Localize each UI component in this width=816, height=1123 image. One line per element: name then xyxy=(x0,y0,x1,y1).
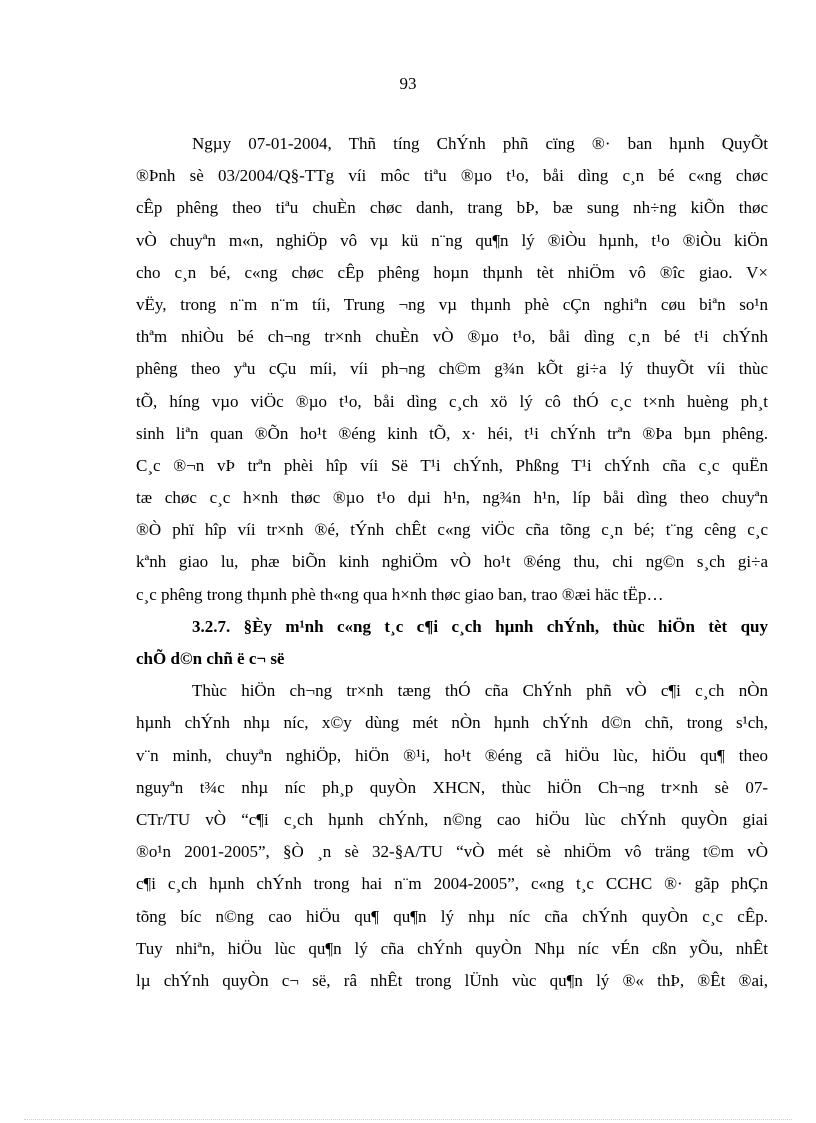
section-heading-line: 3.2.7. §Èy m¹nh c«ng t¸c c¶i c¸ch hµnh chÝnh, thùc hiÖn tèt quy xyxy=(192,616,768,636)
body-text xyxy=(136,128,768,997)
text-line: lµ chÝnh quyÒn c¬ së, râ nhÊt trong lÜnh vùc qu¶n lý ®« thÞ, ®Êt ®ai, xyxy=(136,970,768,990)
paragraph-2 xyxy=(136,675,768,997)
text-line: Ngµy 07-01-2004, Thñ tíng ChÝnh phñ cïng ®· ban hµnh QuyÕt xyxy=(192,134,768,153)
text-line: nguyªn t¾c nhµ níc ph¸p quyÒn XHCN, thùc hiÖn Ch¬ng tr×nh sè 07- xyxy=(136,777,768,797)
text-line: cho c¸n bé, c«ng chøc cÊp phêng hoµn thµnh tèt nhiÖm vô ®îc giao. V× xyxy=(136,262,768,282)
text-line: v¨n minh, chuyªn nghiÖp, hiÖn ®¹i, ho¹t ®éng cã hiÖu lùc, hiÖu qu¶ theo xyxy=(136,745,768,765)
text-line: ®Ò phï hîp víi tr×nh ®é, tÝnh chÊt c«ng viÖc cña tõng c¸n bé; t¨ng cêng c¸c xyxy=(136,520,768,540)
section-heading xyxy=(136,611,768,675)
text-line: c¸c phêng trong thµnh phè th«ng qua h×nh thøc giao ban, trao ®æi häc tËp… xyxy=(136,584,664,604)
text-line: phêng theo yªu cÇu míi, víi ph¬ng ch©m g¾n kÕt gi÷a lý thuyÕt víi thùc xyxy=(136,359,768,379)
text-line: ®o¹n 2001-2005”, §Ò ¸n sè 32-§A/TU “vÒ mét sè nhiÖm vô träng t©m vÒ xyxy=(136,842,768,862)
text-line: cÊp phêng theo tiªu chuÈn chøc danh, trang bÞ, bæ sung nh÷ng kiÕn thøc xyxy=(136,198,768,218)
text-line: tæ chøc c¸c h×nh thøc ®µo t¹o dµi h¹n, ng¾n h¹n, líp båi dìng theo chuyªn xyxy=(136,488,768,508)
text-line: vËy, trong n¨m n¨m tíi, Trung ¬ng vµ thµnh phè cÇn nghiªn cøu biªn so¹n xyxy=(136,294,768,314)
text-line: thªm nhiÒu bé ch¬ng tr×nh chuÈn vÒ ®µo t¹o, båi dìng c¸n bé t¹i chÝnh xyxy=(136,327,768,347)
text-line: Thùc hiÖn ch¬ng tr×nh tæng thÓ cña ChÝnh phñ vÒ c¶i c¸ch nÒn xyxy=(192,681,768,701)
text-line: CTr/TU vÒ “c¶i c¸ch hµnh chÝnh, n©ng cao hiÖu lùc chÝnh quyÒn giai xyxy=(136,809,768,829)
text-line: sinh liªn quan ®Õn ho¹t ®éng kinh tÕ, x· héi, t¹i chÝnh trªn ®Þa bµn phêng. xyxy=(136,423,768,443)
text-line: kªnh giao lu, phæ biÕn kinh nghiÖm vÒ ho¹t ®éng thu, chi ng©n s¸ch gi÷a xyxy=(136,552,768,572)
text-line: hµnh chÝnh nhµ níc, x©y dùng mét nÒn hµnh chÝnh d©n chñ, trong s¹ch, xyxy=(136,713,768,733)
text-line: c¶i c¸ch hµnh chÝnh trong hai n¨m 2004-2005”, c«ng t¸c CCHC ®· gãp phÇn xyxy=(136,874,768,894)
text-line: Tuy nhiªn, hiÖu lùc qu¶n lý cña chÝnh quyÒn Nhµ níc vÉn cßn yÕu, nhÊt xyxy=(136,938,768,958)
paragraph-1 xyxy=(136,128,768,611)
section-heading-line: chÕ d©n chñ ë c¬ së xyxy=(136,649,285,668)
text-line: ®Þnh sè 03/2004/Q§-TTg víi môc tiªu ®µo t¹o, båi dìng c¸n bé c«ng chøc xyxy=(136,166,768,186)
page-bottom-divider xyxy=(24,1119,792,1120)
page-number: 93 xyxy=(399,74,417,93)
text-line: tõng bíc n©ng cao hiÖu qu¶ qu¶n lý nhµ níc cña chÝnh quyÒn c¸c cÊp. xyxy=(136,906,768,926)
text-line: C¸c ®¬n vÞ trªn phèi hîp víi Së T¹i chÝnh, Phßng T¹i chÝnh cña c¸c quËn xyxy=(136,455,768,475)
text-line: tÕ, híng vµo viÖc ®µo t¹o, båi dìng c¸ch xö lý cô thÓ c¸c t×nh huèng ph¸t xyxy=(136,391,768,411)
text-line: vÒ chuyªn m«n, nghiÖp vô vµ kü n¨ng qu¶n lý ®iÒu hµnh, t¹o ®iÒu kiÖn xyxy=(136,230,768,250)
